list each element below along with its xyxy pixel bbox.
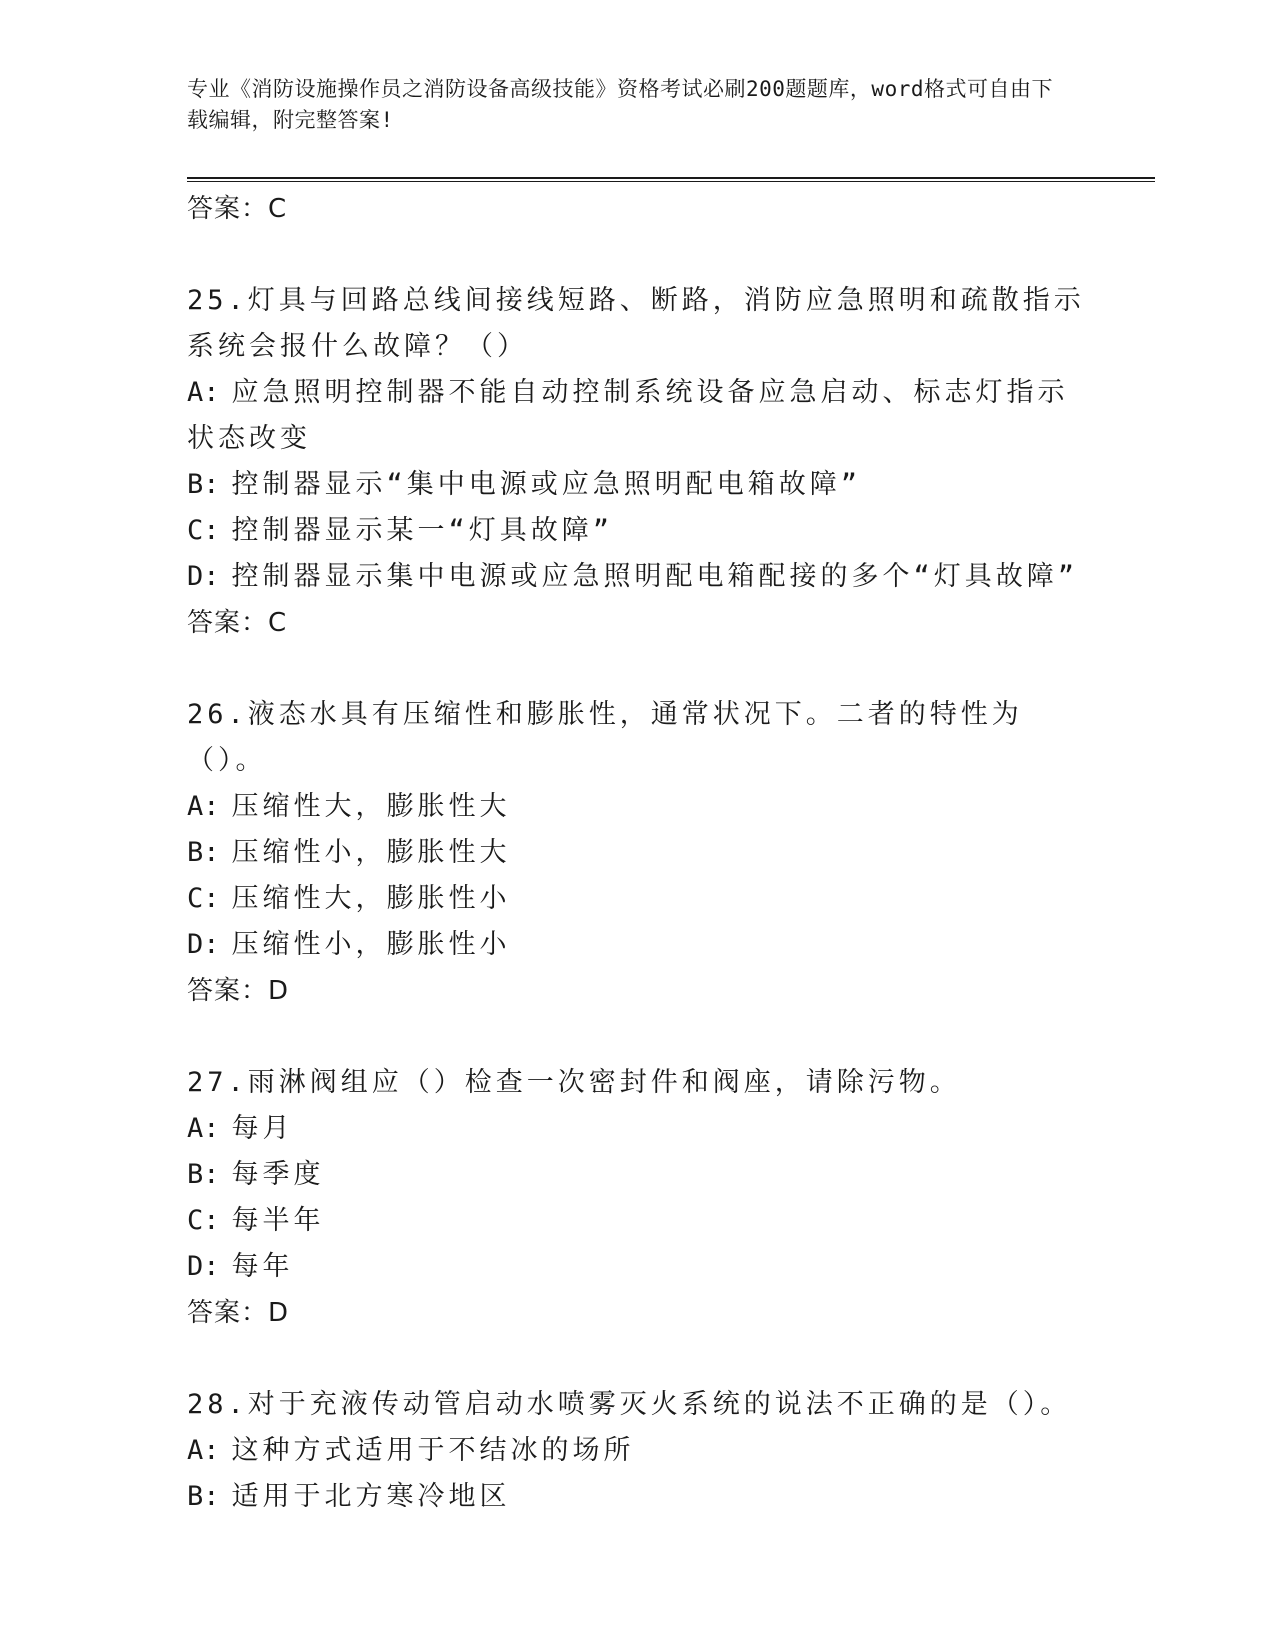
option-text: 每年 <box>231 1251 294 1282</box>
option-text: 压缩性大，膨胀性小 <box>231 883 511 914</box>
question-stem: 28.对于充液传动管启动水喷雾灭火系统的说法不正确的是（）。 <box>187 1389 1072 1420</box>
option-key: C: <box>187 883 220 914</box>
option-key: B: <box>187 1159 220 1190</box>
option-c <box>187 876 1087 922</box>
option-a <box>187 784 1087 830</box>
option-c <box>187 1198 1087 1244</box>
option-key: A: <box>187 1113 220 1144</box>
option-text: 压缩性小，膨胀性大 <box>231 837 511 868</box>
question-stem: 27.雨淋阀组应（）检查一次密封件和阀座，请除污物。 <box>187 1067 961 1098</box>
option-b <box>187 830 1087 876</box>
question-stem: 25.灯具与回路总线间接线短路、断路，消防应急照明和疏散指示系统会报什么故障？（） <box>187 285 1085 362</box>
option-text: 每季度 <box>231 1159 325 1190</box>
question-27 <box>187 1060 1087 1336</box>
header-divider <box>187 177 1155 182</box>
option-d <box>187 554 1087 600</box>
option-text: 这种方式适用于不结冰的场所 <box>231 1435 635 1466</box>
option-key: B: <box>187 837 220 868</box>
option-text: 应急照明控制器不能自动控制系统设备应急启动、标志灯指示状态改变 <box>187 377 1069 454</box>
question-stem: 26.液态水具有压缩性和膨胀性，通常状况下。二者的特性为（）。 <box>187 699 1023 776</box>
option-d <box>187 922 1087 968</box>
option-a <box>187 1106 1087 1152</box>
option-b <box>187 1152 1087 1198</box>
answer-line: 答案：D <box>187 976 290 1006</box>
option-b <box>187 1474 1087 1520</box>
option-c <box>187 508 1087 554</box>
option-text: 每月 <box>231 1113 294 1144</box>
option-key: A: <box>187 791 220 822</box>
answer-line: 答案：C <box>187 194 288 224</box>
option-a <box>187 1428 1087 1474</box>
option-d <box>187 1244 1087 1290</box>
option-text: 每半年 <box>231 1205 325 1236</box>
option-key: A: <box>187 377 220 408</box>
question-25 <box>187 278 1087 646</box>
page-header <box>187 74 1067 136</box>
option-text: 压缩性大，膨胀性大 <box>231 791 511 822</box>
option-key: D: <box>187 561 220 592</box>
option-text: 控制器显示某一“灯具故障” <box>231 515 614 546</box>
option-text: 控制器显示集中电源或应急照明配电箱配接的多个“灯具故障” <box>231 561 1079 592</box>
option-key: C: <box>187 515 220 546</box>
option-key: D: <box>187 1251 220 1282</box>
option-key: B: <box>187 469 220 500</box>
answer-line: 答案：D <box>187 1298 290 1328</box>
answer-line: 答案：C <box>187 608 288 638</box>
option-key: D: <box>187 929 220 960</box>
option-key: B: <box>187 1481 220 1512</box>
option-text: 适用于北方寒冷地区 <box>231 1481 511 1512</box>
question-28 <box>187 1382 1087 1520</box>
document-title: 专业《消防设施操作员之消防设备高级技能》资格考试必刷200题题库，word格式可自由下载编辑，附完整答案! <box>187 77 1053 132</box>
question-list <box>187 186 1087 1520</box>
option-b <box>187 462 1087 508</box>
option-a <box>187 370 1087 462</box>
option-text: 控制器显示“集中电源或应急照明配电箱故障” <box>231 469 862 500</box>
question-26 <box>187 692 1087 1014</box>
option-key: C: <box>187 1205 220 1236</box>
option-text: 压缩性小，膨胀性小 <box>231 929 511 960</box>
option-key: A: <box>187 1435 220 1466</box>
